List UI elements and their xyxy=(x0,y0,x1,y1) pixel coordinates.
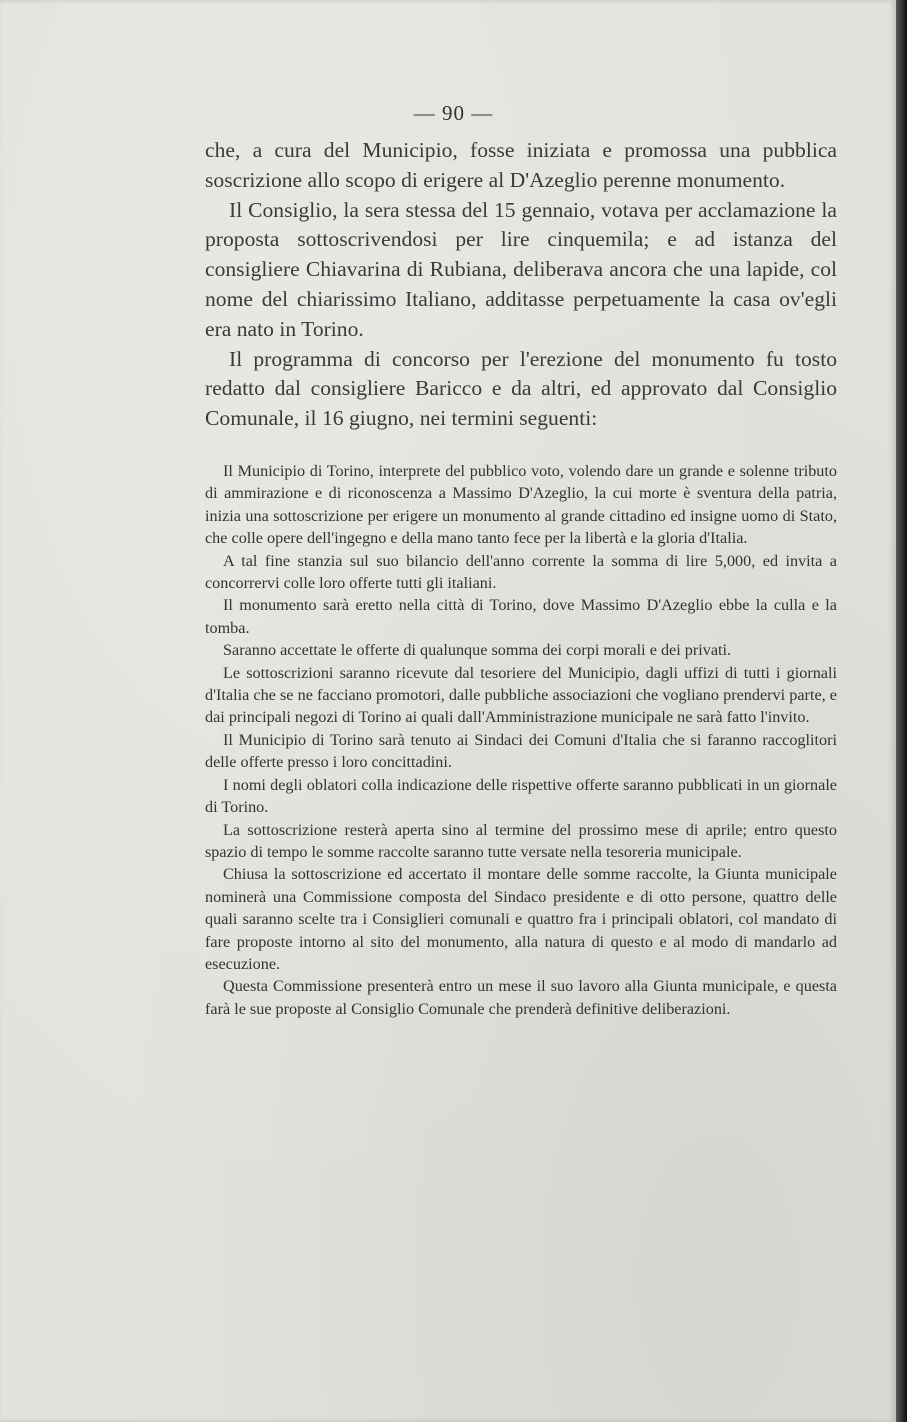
page-number: — 90 — xyxy=(413,101,494,125)
quote-paragraph: Il Municipio di Torino, interprete del pubblico voto, volendo dare un grande e solenne tributo di ammirazione e di riconoscenza a Massimo D'Azeglio, la cui morte è sventura della patria, inizia una sottoscrizione per erigere un monumento al grande cittadino ed insigne uomo di Stato, che colle opere dell'ingegno e della mano tanto fece per la libertà e la gloria d'Italia. xyxy=(205,462,837,548)
quote-paragraph: Il Municipio di Torino sarà tenuto ai Sindaci dei Comuni d'Italia che si faranno raccoglitori delle offerte presso i loro concittadini. xyxy=(205,730,837,772)
quote-paragraph: A tal fine stanzia sul suo bilancio dell'anno corrente la somma di lire 5,000, ed invita a concorrervi colle loro offerte tutti gli italiani. xyxy=(205,551,837,593)
body-paragraph: Il Consiglio, la sera stessa del 15 gennaio, votava per acclamazione la proposta sottoscrivendosi per lire cinquemila; e ad istanza del consigliere Chiavarina di Rubiana, deliberava ancora che una lapide, col nome del chiarissimo Italiano, additasse perpetuamente la casa ov'egli era nato in Torino. xyxy=(205,197,837,341)
quoted-program xyxy=(205,460,837,1020)
quote-paragraph: La sottoscrizione resterà aperta sino al termine del prossimo mese di aprile; entro questo spazio di tempo le somme raccolte saranno tutte versate nella tesoreria municipale. xyxy=(205,820,837,861)
quote-paragraph: Il monumento sarà eretto nella città di Torino, dove Massimo D'Azeglio ebbe la culla e la tomba. xyxy=(205,596,837,637)
quote-paragraph: Questa Commissione presenterà entro un mese il suo lavoro alla Giunta municipale, e questa farà le sue proposte al Consiglio Comunale che prenderà definitive deliberazioni. xyxy=(205,977,837,1018)
quote-paragraph: Chiusa la sottoscrizione ed accertato il montare delle somme raccolte, la Giunta municipale nominerà una Commissione composta del Sindaco presidente e di otto persone, quattro delle quali saranno scelte tra i Consiglieri comunali e quattro fra i principali oblatori, col mandato di fare proposte intorno al sito del monumento, alla natura di questo e al modo di mandarlo ad esecuzione. xyxy=(205,865,837,973)
main-text xyxy=(205,136,837,434)
body-paragraph: che, a cura del Municipio, fosse iniziata e promossa una pubblica soscrizione allo scopo di erigere al D'Azeglio perenne monumento. xyxy=(205,138,837,192)
scan-edge xyxy=(896,0,907,1422)
quote-paragraph: Le sottoscrizioni saranno ricevute dal tesoriere del Municipio, dagli uffizi di tutti i giornali d'Italia che se ne facciano promotori, dalle pubbliche associazioni che vogliano prendervi parte, e dai principali negozi di Torino ai quali dall'Amministrazione municipale ne sarà fatto l'invito. xyxy=(205,663,837,727)
quote-paragraph: Saranno accettate le offerte di qualunque somma dei corpi morali e dei privati. xyxy=(223,641,732,660)
body-paragraph: Il programma di concorso per l'erezione del monumento fu tosto redatto dal consigliere Baricco e da altri, ed approvato dal Consiglio Comunale, il 16 giugno, nei termini seguenti: xyxy=(205,346,837,431)
quote-paragraph: I nomi degli oblatori colla indicazione delle rispettive offerte saranno pubblicati in un giornale di Torino. xyxy=(205,775,837,817)
